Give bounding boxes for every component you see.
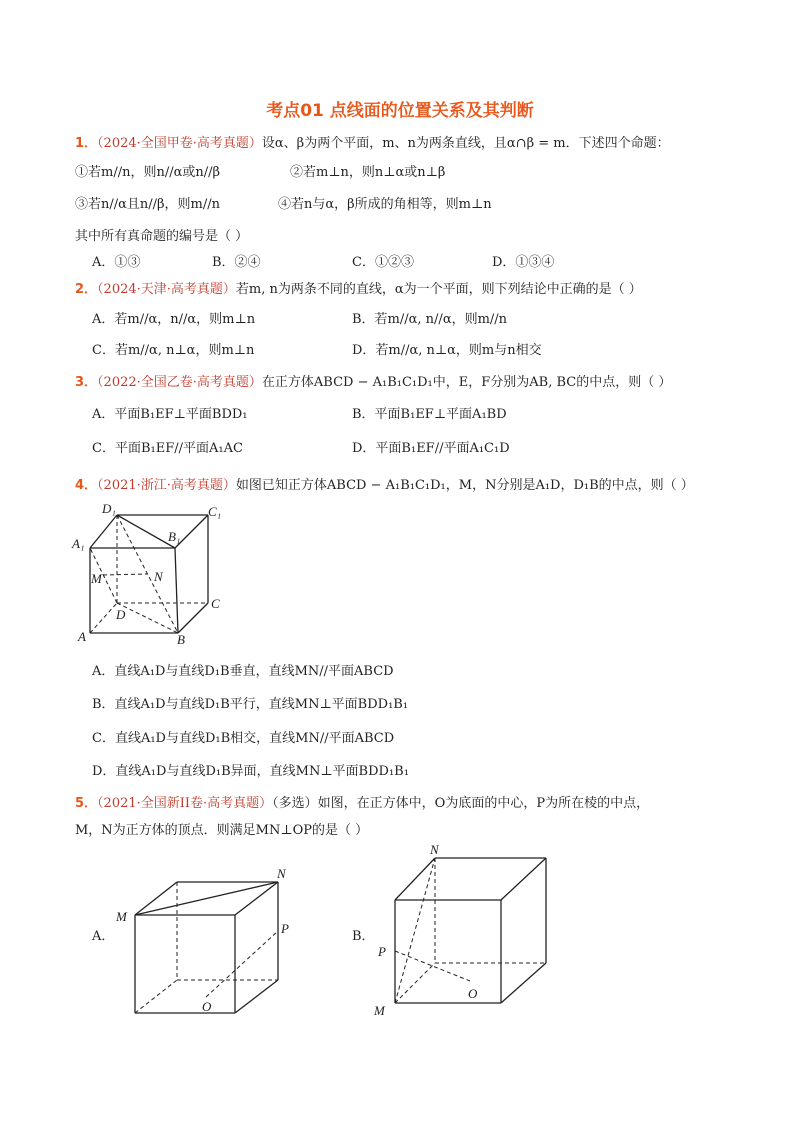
cube-figure-option-a: [110, 855, 300, 1020]
edge: [175, 548, 178, 633]
question-2: [75, 281, 642, 299]
label-n: N: [277, 866, 286, 881]
label-p: P: [378, 944, 386, 959]
label-b: B: [177, 632, 185, 647]
option-b[interactable]: B．: [352, 929, 375, 944]
option-a[interactable]: A．直线A₁D与直线D₁B垂直，直线MN//平面ABCD: [92, 664, 394, 679]
question-number: 5．: [75, 796, 98, 811]
question-stem: 在正方体ABCD − A₁B₁C₁D₁中，E，F分别为AB, BC的中点，则（ ）: [261, 375, 672, 390]
option-b[interactable]: B．平面B₁EF⊥平面A₁BD: [352, 407, 507, 422]
option-c[interactable]: C．若m//α, n⊥α，则m⊥n: [92, 343, 255, 358]
page-title: 考点01 点线面的位置关系及其判断: [266, 101, 534, 121]
question-number: 1．: [75, 136, 98, 151]
label-o: O: [468, 986, 478, 1001]
question-1: [75, 135, 670, 153]
segment-op: [206, 931, 278, 997]
option-c[interactable]: C．直线A₁D与直线D₁B相交，直线MN//平面ABCD: [92, 731, 395, 746]
label-m: M: [116, 909, 127, 924]
label-d: D: [116, 607, 126, 622]
label-n: N: [430, 842, 439, 857]
option-d[interactable]: D．直线A₁D与直线D₁B异面，直线MN⊥平面BDD₁B₁: [92, 764, 409, 779]
label-b1: B₁: [168, 529, 181, 544]
label-o: O: [202, 999, 212, 1014]
option-b[interactable]: B．②④: [212, 255, 261, 270]
option-d[interactable]: D．①③④: [492, 255, 555, 270]
proposition-2: ②若m⊥n，则n⊥α或n⊥β: [290, 165, 446, 180]
hidden-edge: [117, 603, 178, 633]
option-a[interactable]: A．若m//α，n//α，则m⊥n: [92, 312, 256, 327]
proposition-3: ③若n//α且n//β，则m//n: [75, 197, 221, 212]
segment-mn: [103, 574, 147, 575]
question-number: 4．: [75, 478, 98, 493]
edge: [501, 858, 546, 900]
question-number: 2．: [75, 282, 98, 297]
option-d[interactable]: D．平面B₁EF//平面A₁C₁D: [352, 441, 510, 456]
proposition-1: ①若m//n，则n//α或n//β: [75, 165, 221, 180]
edge: [501, 963, 546, 1003]
option-a[interactable]: A．: [92, 929, 115, 944]
edge: [178, 603, 208, 633]
cube-figure-option-b: [368, 838, 568, 1023]
question-source: （2024·天津·高考真题）: [97, 282, 236, 297]
option-d[interactable]: D．若m//α, n⊥α，则m与n相交: [352, 343, 542, 358]
label-p: P: [281, 921, 289, 936]
option-c[interactable]: C．①②③: [352, 255, 414, 270]
option-a[interactable]: A．①③: [92, 255, 141, 270]
question-number: 3．: [75, 375, 98, 390]
question-ask: 其中所有真命题的编号是（ ）: [75, 229, 249, 244]
label-n: N: [154, 569, 163, 584]
edge: [117, 515, 175, 548]
label-c: C: [211, 596, 220, 611]
hidden-edge: [90, 603, 117, 633]
label-m: M: [374, 1003, 385, 1018]
edge: [235, 980, 278, 1013]
proposition-4: ④若n与α，β所成的角相等，则m⊥n: [278, 197, 492, 212]
label-a1: A₁: [72, 536, 85, 551]
option-a[interactable]: A．平面B₁EF⊥平面BDD₁: [92, 407, 248, 422]
edge: [90, 515, 117, 548]
question-5: [75, 795, 649, 813]
label-c1: C₁: [208, 504, 222, 519]
question-source: （2021·浙江·高考真题）: [97, 478, 236, 493]
option-b[interactable]: B．若m//α, n//α，则m//n: [352, 312, 508, 327]
label-m: M: [91, 571, 102, 586]
question-3: [75, 374, 671, 392]
hidden-edge: [135, 980, 177, 1013]
question-source: （2022·全国乙卷·高考真题）: [97, 375, 262, 390]
question-stem: 如图已知正方体ABCD − A₁B₁C₁D₁，M，N分别是A₁D，D₁B的中点，则（ ）: [235, 478, 694, 493]
option-c[interactable]: C．平面B₁EF//平面A₁AC: [92, 441, 243, 456]
option-b[interactable]: B．直线A₁D与直线D₁B平行，直线MN⊥平面BDD₁B₁: [92, 697, 409, 712]
question-stem-continued: M，N为正方体的顶点．则满足MN⊥OP的是（ ）: [75, 823, 369, 838]
question-stem: 若m, n为两条不同的直线，α为一个平面，则下列结论中正确的是（ ）: [235, 282, 642, 297]
label-a: A: [78, 629, 86, 644]
hidden-edge: [395, 963, 435, 1003]
question-stem: 设α、β为两个平面，m、n为两条直线，且α∩β = m．下述四个命题：: [261, 136, 670, 151]
label-d1: D₁: [102, 501, 116, 516]
question-source: （2024·全国甲卷·高考真题）: [97, 136, 262, 151]
question-stem: （多选）如图，在正方体中，O为底面的中心，P为所在棱的中点，: [272, 796, 650, 811]
question-4: [75, 477, 694, 495]
cube-figure-q4: [70, 500, 240, 650]
question-source: （2021·全国新II卷·高考真题）: [97, 796, 273, 811]
